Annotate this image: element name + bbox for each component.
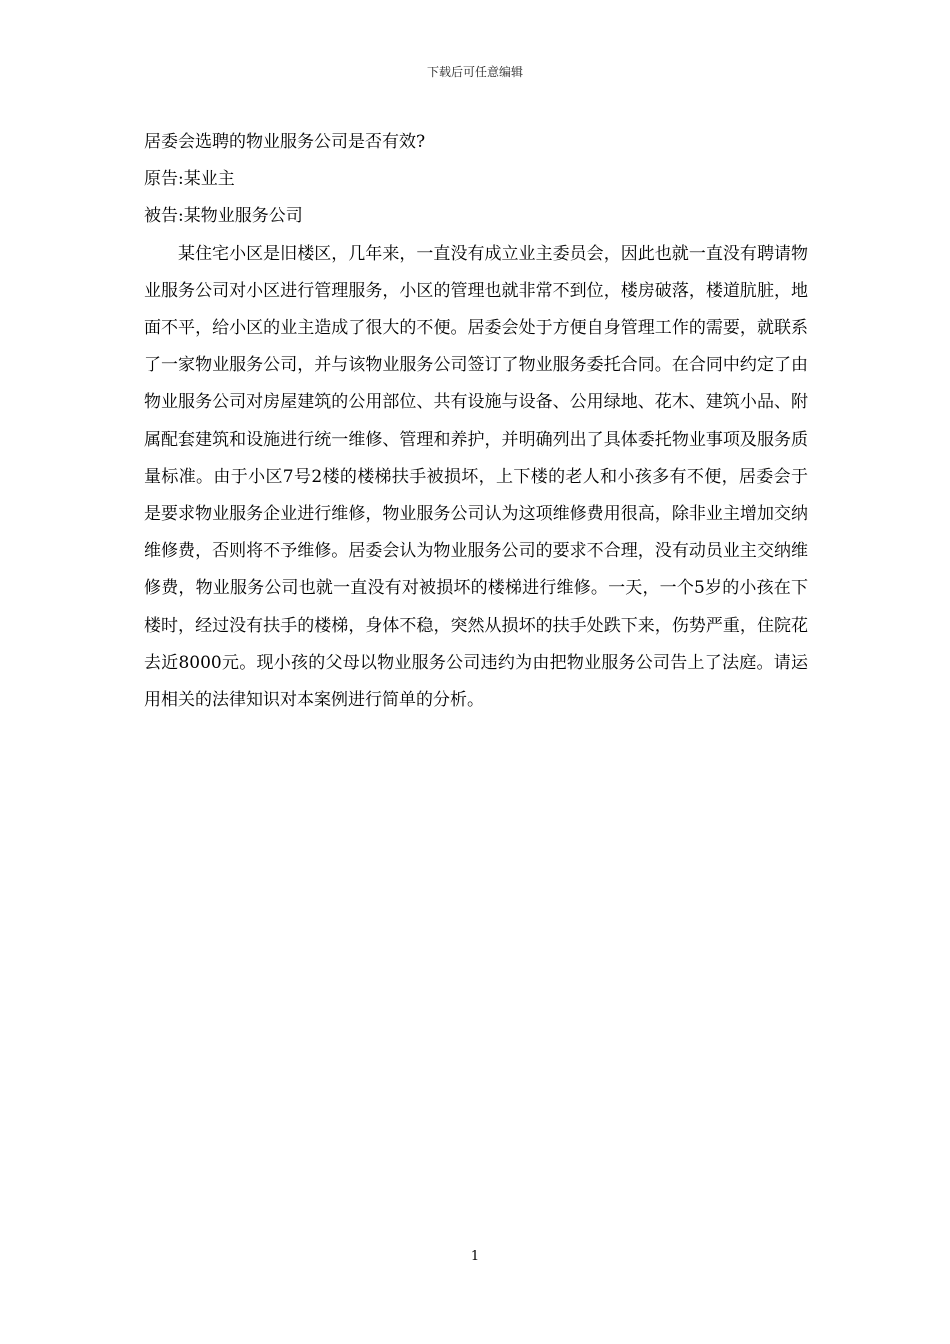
defendant-line: 被告:某物业服务公司 [144, 206, 303, 227]
case-title: 居委会选聘的物业服务公司是否有效? [144, 132, 426, 152]
page-number: 1 [470, 1249, 480, 1264]
document-body [144, 124, 808, 719]
page-header: 下载后可任意编辑 [426, 65, 523, 79]
case-description-paragraph: 某住宅小区是旧楼区，几年来，一直没有成立业主委员会，因此也就一直没有聘请物业服务公司对小区进行管理服务，小区的管理也就非常不到位，楼房破落，楼道肮脏，地面不平，给小区的业主造成了很大的不便。居委会处于方便自身管理工作的需要，就联系了一家物业服务公司，并与该物业服务公司签订了物业服务委托合同。在合同中约定了由物业服务公司对房屋建筑的公用部位、共有设施与设备、公用绿地、花木、建筑小品、附属配套建筑和设施进行统一维修、管理和养护，并明确列出了具体委托物业事项及服务质量标准。由于小区7号2楼的楼梯扶手被损坏，上下楼的老人和小孩多有不便，居委会于是要求物业服务企业进行维修，物业服务公司认为这项维修费用很高，除非业主增加交纳维修费，否则将不予维修。居委会认为物业服务公司的要求不合理，没有动员业主交纳维修费，物业服务公司也就一直没有对被损坏的楼梯进行维修。一天，一个5岁的小孩在下楼时，经过没有扶手的楼梯，身体不稳，突然从损坏的扶手处跌下来，伤势严重，住院花去近8000元。现小孩的父母以物业服务公司违约为由把物业服务公司告上了法庭。请运用相关的法律知识对本案例进行简单的分析。 [144, 243, 808, 711]
plaintiff-line: 原告:某业主 [144, 169, 235, 190]
